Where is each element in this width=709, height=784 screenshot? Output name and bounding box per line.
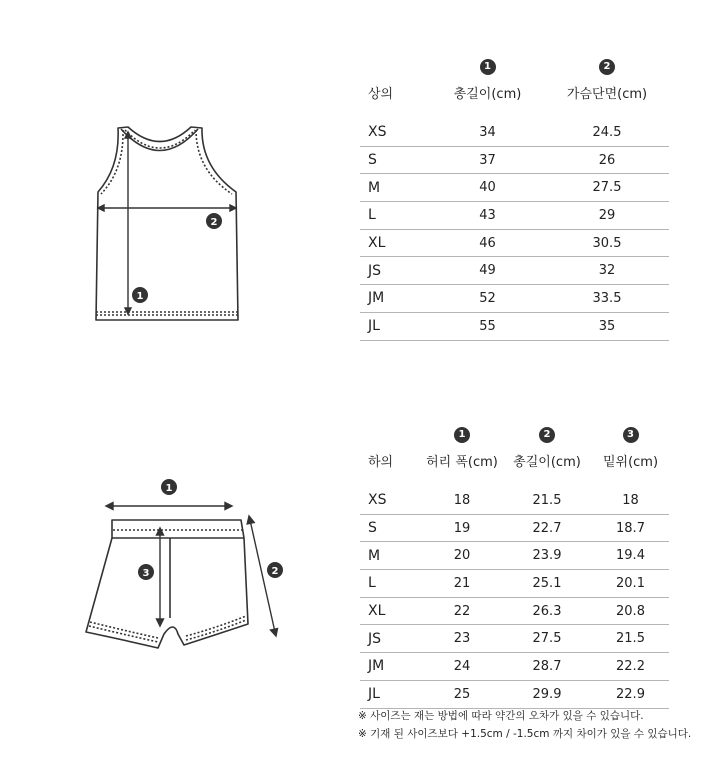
cell: 21.5 (592, 625, 669, 653)
top-title: 상의 (368, 87, 394, 102)
shorts-badge-3-text: 3 (142, 568, 150, 579)
shorts-illustration (78, 470, 298, 660)
top-table-body (360, 119, 669, 340)
size-label: JM (360, 653, 422, 681)
size-label: M (360, 542, 422, 570)
size-note-1: ※ 사이즈는 재는 방법에 따라 약간의 오차가 있을 수 있습니다. (358, 710, 644, 722)
bottom-col3-badge: 3 (623, 427, 639, 443)
cell: 26 (545, 146, 669, 174)
cell: 25.1 (502, 570, 592, 598)
cell: 24.5 (545, 119, 669, 146)
cell: 52 (430, 285, 545, 313)
cell: 32 (545, 257, 669, 285)
cell: 21.5 (502, 487, 592, 514)
cell: 20.1 (592, 570, 669, 598)
size-label: S (360, 146, 430, 174)
size-label: XL (360, 597, 422, 625)
shorts-badge-1 (161, 479, 177, 495)
table-row (360, 625, 669, 653)
size-label: JM (360, 285, 430, 313)
cell: 49 (430, 257, 545, 285)
top-size-table (360, 56, 669, 341)
tank-badge-1-text: 1 (136, 291, 144, 302)
bottom-col2-badge: 2 (539, 427, 555, 443)
cell: 40 (430, 174, 545, 202)
top-col2-label: 가슴단면(cm) (566, 87, 648, 102)
shorts-badge-2 (267, 562, 283, 578)
cell: 29.9 (502, 680, 592, 708)
cell: 22.2 (592, 653, 669, 681)
top-col1-label: 총길이(cm) (453, 87, 522, 102)
table-row (360, 514, 669, 542)
cell: 18.7 (592, 514, 669, 542)
cell: 26.3 (502, 597, 592, 625)
cell: 23.9 (502, 542, 592, 570)
cell: 27.5 (545, 174, 669, 202)
table-row (360, 312, 669, 340)
size-label: S (360, 514, 422, 542)
size-label: JS (360, 625, 422, 653)
tank-top-illustration (88, 122, 248, 327)
size-label: XL (360, 229, 430, 257)
table-row (360, 487, 669, 514)
size-label: XS (360, 119, 430, 146)
table-row (360, 119, 669, 146)
size-label: XS (360, 487, 422, 514)
cell: 55 (430, 312, 545, 340)
cell: 20 (422, 542, 502, 570)
size-label: L (360, 202, 430, 230)
table-row (360, 202, 669, 230)
cell: 19.4 (592, 542, 669, 570)
table-row (360, 570, 669, 598)
size-label: M (360, 174, 430, 202)
size-label: L (360, 570, 422, 598)
bottom-title: 하의 (368, 455, 394, 470)
cell: 23 (422, 625, 502, 653)
size-label: JL (360, 680, 422, 708)
size-label: JS (360, 257, 430, 285)
table-row (360, 597, 669, 625)
bottom-table-body (360, 487, 669, 708)
tank-badge-2 (206, 213, 222, 229)
table-row (360, 257, 669, 285)
cell: 22.7 (502, 514, 592, 542)
cell: 18 (592, 487, 669, 514)
cell: 46 (430, 229, 545, 257)
cell: 18 (422, 487, 502, 514)
size-note-2: ※ 기재 된 사이즈보다 +1.5cm / -1.5cm 까지 차이가 있을 수 있습니다. (358, 728, 692, 740)
cell: 22 (422, 597, 502, 625)
cell: 34 (430, 119, 545, 146)
cell: 27.5 (502, 625, 592, 653)
cell: 24 (422, 653, 502, 681)
table-row (360, 146, 669, 174)
cell: 43 (430, 202, 545, 230)
cell: 21 (422, 570, 502, 598)
tank-badge-2-text: 2 (210, 217, 218, 228)
bottom-col3-label: 밑위(cm) (602, 455, 659, 470)
cell: 19 (422, 514, 502, 542)
cell: 29 (545, 202, 669, 230)
shorts-badge-2-text: 2 (271, 566, 279, 577)
shorts-badge-3 (138, 564, 154, 580)
cell: 22.9 (592, 680, 669, 708)
cell: 25 (422, 680, 502, 708)
table-row (360, 653, 669, 681)
top-col1-badge: 1 (480, 59, 496, 75)
cell: 30.5 (545, 229, 669, 257)
cell: 37 (430, 146, 545, 174)
shorts-badge-1-text: 1 (165, 483, 173, 494)
table-row (360, 680, 669, 708)
bottom-col1-badge: 1 (454, 427, 470, 443)
bottom-col2-label: 총길이(cm) (513, 455, 581, 470)
top-col2-badge: 2 (599, 59, 615, 75)
bottom-col1-label: 허리 폭(cm) (426, 455, 498, 470)
cell: 28.7 (502, 653, 592, 681)
bottom-size-table (360, 424, 669, 709)
table-row (360, 174, 669, 202)
table-row (360, 542, 669, 570)
size-label: JL (360, 312, 430, 340)
cell: 20.8 (592, 597, 669, 625)
tank-badge-1 (132, 287, 148, 303)
table-row (360, 285, 669, 313)
table-row (360, 229, 669, 257)
cell: 35 (545, 312, 669, 340)
cell: 33.5 (545, 285, 669, 313)
